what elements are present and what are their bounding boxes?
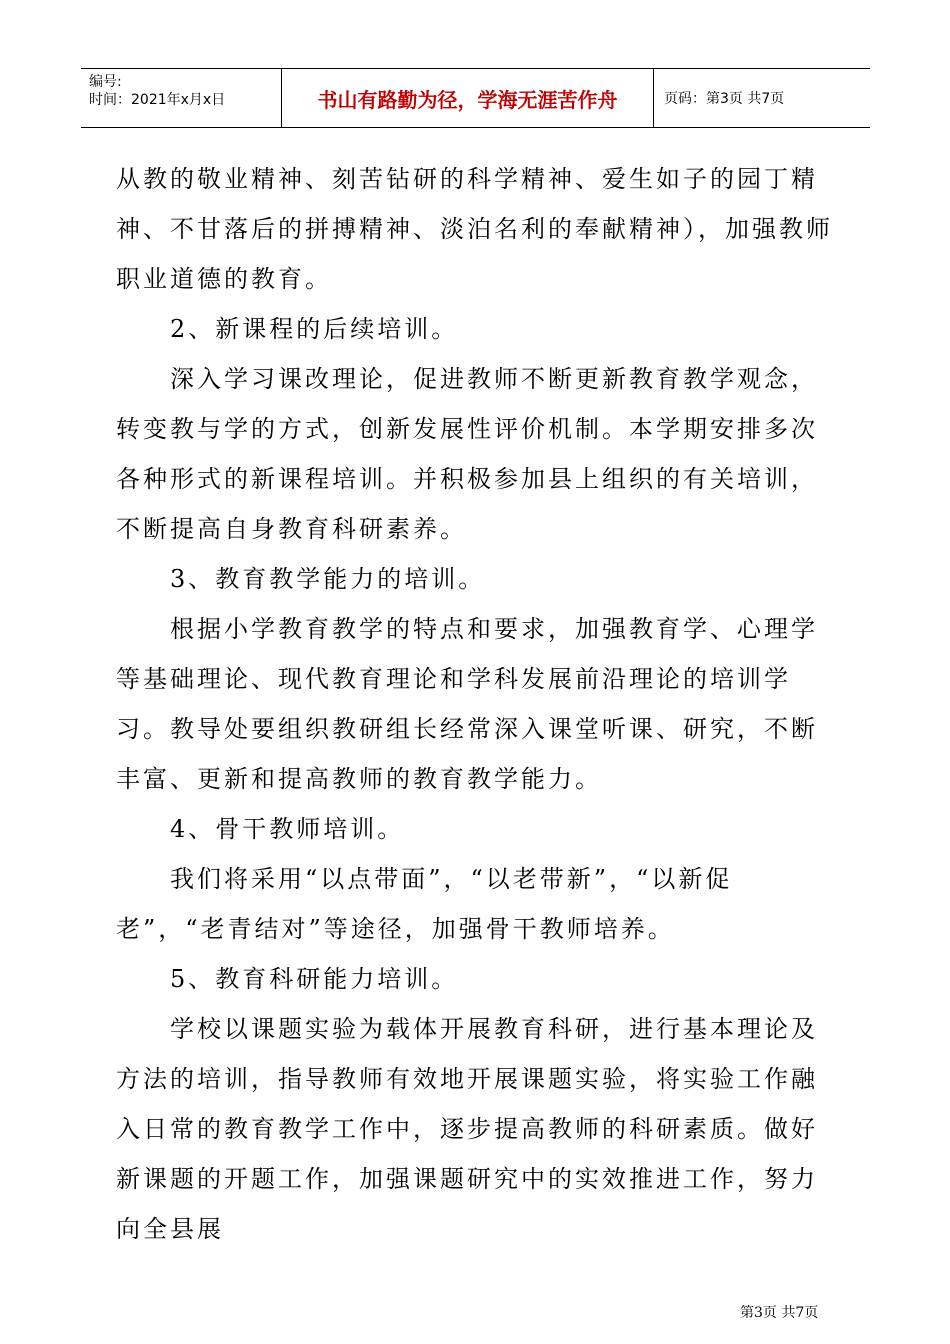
page-header (81, 68, 870, 128)
paragraph: 学校以课题实验为载体开展教育科研，进行基本理论及方法的培训，指导教师有效地开展课题实验，将实验工作融入日常的教育教学工作中，逐步提高教师的科研素质。做好新课题的开题工作，加强课题研究中的实效推进工作，努力向全县展 (116, 1015, 818, 1243)
section-heading: 4、骨干教师培训。 (170, 815, 405, 843)
paragraph: 深入学习课改理论，促进教师不断更新教育教学观念，转变教与学的方式，创新发展性评价机制。本学期安排多次各种形式的新课程培训。并积极参加县上组织的有关培训，不断提高自身教育科研素养。 (116, 365, 818, 543)
header-page-number: 页码：第3页 共7页 (664, 91, 785, 107)
section-heading: 2、新课程的后续培训。 (170, 315, 459, 343)
header-meta (81, 69, 282, 127)
header-motto: 书山有路勤为径，学海无涯苦作舟 (282, 69, 654, 127)
paragraph: 根据小学教育教学的特点和要求，加强教育学、心理学等基础理论、现代教育理论和学科发展前沿理论的培训学习。教导处要组织教研组长经常深入课堂听课、研究，不断丰富、更新和提高教师的教育教学能力。 (116, 615, 818, 793)
document-body (116, 154, 838, 1254)
code-label: 编号: (89, 74, 122, 90)
paragraph: 我们将采用“以点带面”，“以老带新”，“以新促老”，“老青结对”等途径，加强骨干教师培养。 (116, 865, 733, 943)
section-heading: 3、教育教学能力的培训。 (170, 565, 486, 593)
paragraph: 从教的敬业精神、刻苦钻研的科学精神、爱生如子的园丁精神、不甘落后的拼搏精神、淡泊名利的奉献精神），加强教师职业道德的教育。 (116, 165, 833, 293)
section-heading: 5、教育科研能力培训。 (170, 965, 459, 993)
page-footer: 第3页 共7页 (740, 1305, 819, 1321)
time-label: 时间：2021年x月x日 (89, 92, 226, 108)
